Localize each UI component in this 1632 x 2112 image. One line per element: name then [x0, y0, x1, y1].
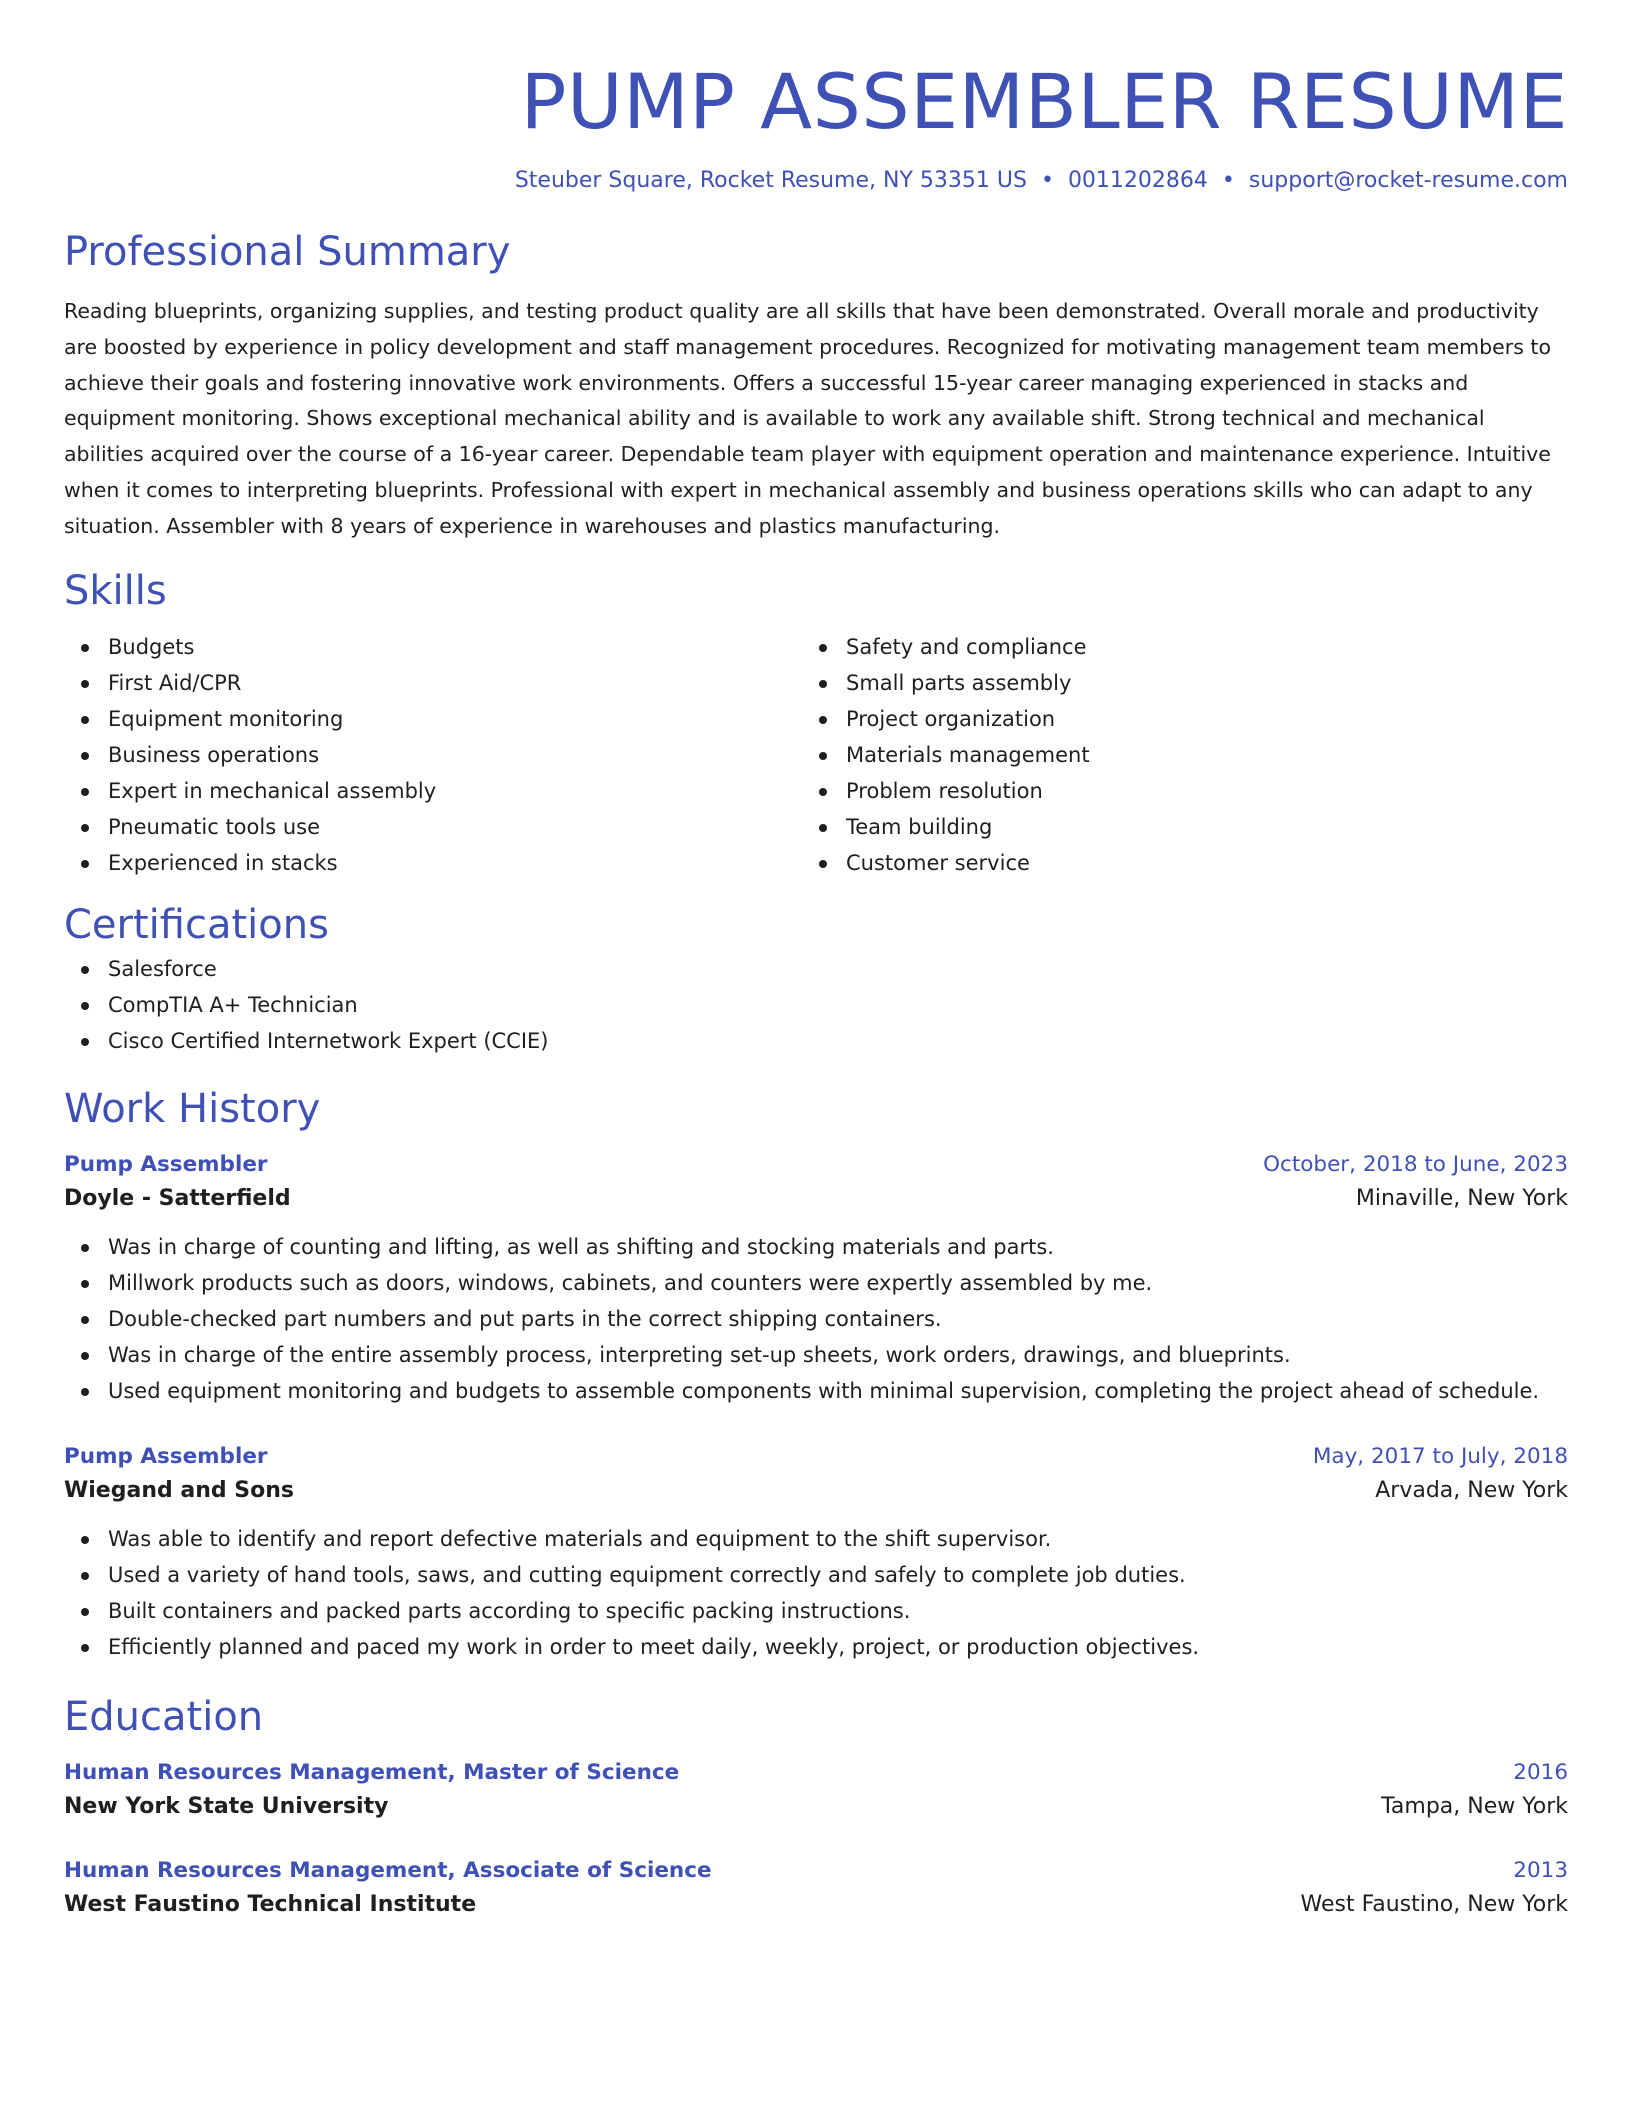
education-heading: Education: [64, 1693, 264, 1740]
skills-heading: Skills: [64, 567, 167, 614]
contact-separator: •: [1221, 168, 1235, 193]
education-year: 2013: [1513, 1857, 1568, 1883]
job-company: Wiegand and Sons: [64, 1477, 295, 1503]
resume-title: PUMP ASSEMBLER RESUME: [520, 57, 1568, 146]
job-entry: [64, 1149, 1568, 1409]
job-duty-item: Was in charge of counting and lifting, as well as shifting and stocking materials and parts.: [64, 1229, 1568, 1265]
education-school: New York State University: [64, 1793, 389, 1819]
job-duty-item: Efficiently planned and paced my work in order to meet daily, weekly, project, or production objectives.: [64, 1629, 1568, 1665]
job-header-row: [64, 1149, 1568, 1181]
education-header-row: [64, 1855, 1568, 1887]
job-duties-list: [64, 1229, 1568, 1409]
skill-item: Materials management: [802, 737, 1540, 773]
job-duty-item: Was in charge of the entire assembly process, interpreting set-up sheets, work orders, drawings, and blueprints.: [64, 1337, 1568, 1373]
job-company: Doyle - Satterfield: [64, 1185, 291, 1211]
skills-list-left: [64, 629, 802, 881]
job-title: Pump Assembler: [64, 1443, 268, 1469]
contact-line: [64, 166, 1568, 196]
work-history-heading: Work History: [64, 1085, 321, 1132]
job-duty-item: Millwork products such as doors, windows, cabinets, and counters were expertly assembled by me.: [64, 1265, 1568, 1301]
skill-item: Experienced in stacks: [64, 845, 802, 881]
skill-item: Problem resolution: [802, 773, 1540, 809]
job-duty-item: Built containers and packed parts according to specific packing instructions.: [64, 1593, 1568, 1629]
education-location: Tampa, New York: [1381, 1793, 1568, 1819]
skill-item: Team building: [802, 809, 1540, 845]
skill-item: Expert in mechanical assembly: [64, 773, 802, 809]
job-entry: [64, 1441, 1568, 1665]
job-company-row: [64, 1473, 1568, 1509]
skill-item: First Aid/CPR: [64, 665, 802, 701]
job-duty-item: Used a variety of hand tools, saws, and cutting equipment correctly and safely to complete job duties.: [64, 1557, 1568, 1593]
skill-item: Project organization: [802, 701, 1540, 737]
certification-item: CompTIA A+ Technician: [64, 987, 1568, 1023]
job-company-row: [64, 1181, 1568, 1217]
summary-heading: Professional Summary: [64, 229, 511, 275]
job-location: Arvada, New York: [1375, 1477, 1568, 1503]
contact-email[interactable]: support@rocket-resume.com: [1248, 168, 1568, 193]
job-dates: May, 2017 to July, 2018: [1312, 1443, 1568, 1469]
education-year: 2016: [1513, 1759, 1568, 1785]
skill-item: Equipment monitoring: [64, 701, 802, 737]
job-header-row: [64, 1441, 1568, 1473]
education-entry: [64, 1855, 1568, 1923]
contact-address: Steuber Square, Rocket Resume, NY 53351 US: [514, 168, 1027, 193]
certifications-list: [64, 951, 1568, 1059]
skill-item: Customer service: [802, 845, 1540, 881]
education-degree: Human Resources Management, Associate of Science: [64, 1857, 712, 1883]
education-header-row: [64, 1757, 1568, 1789]
skill-item: Pneumatic tools use: [64, 809, 802, 845]
summary-text: Reading blueprints, organizing supplies, and testing product quality are all skills that have been demonstrated. Overall morale and productivity are boosted by experience in policy development and staff management procedures. Recognized for motivating management team members to achieve their goals and fostering innovative work environments. Offers a successful 15-year career managing experienced in stacks and equipment monitoring. Shows exceptional mechanical ability and is available to work any available shift. Strong technical and mechanical abilities acquired over the course of a 16-year career. Dependable team player with equipment operation and maintenance experience. Intuitive when it comes to interpreting blueprints. Professional with expert in mechanical assembly and business operations skills who can adapt to any situation. Assembler with 8 years of experience in warehouses and plastics manufacturing.: [64, 299, 1551, 538]
skill-item: Business operations: [64, 737, 802, 773]
skills-list-right: [802, 629, 1540, 881]
job-location: Minaville, New York: [1355, 1185, 1568, 1211]
job-duties-list: [64, 1521, 1568, 1665]
skills-column-left: [64, 629, 802, 881]
skills-grid: [64, 629, 1568, 881]
job-duty-item: Was able to identify and report defective materials and equipment to the shift supervisor.: [64, 1521, 1568, 1557]
skill-item: Budgets: [64, 629, 802, 665]
contact-separator: •: [1040, 168, 1054, 193]
education-school-row: [64, 1887, 1568, 1923]
skill-item: Safety and compliance: [802, 629, 1540, 665]
job-duty-item: Used equipment monitoring and budgets to assemble components with minimal supervision, completing the project ahead of schedule.: [64, 1373, 1568, 1409]
education-school-row: [64, 1789, 1568, 1825]
contact-phone[interactable]: 0011202864: [1067, 168, 1208, 193]
education-entry: [64, 1757, 1568, 1825]
certifications-heading: Certifications: [64, 901, 329, 948]
education-location: West Faustino, New York: [1300, 1891, 1568, 1917]
job-duty-item: Double-checked part numbers and put parts in the correct shipping containers.: [64, 1301, 1568, 1337]
skills-column-right: [802, 629, 1540, 881]
job-title: Pump Assembler: [64, 1151, 268, 1177]
education-school: West Faustino Technical Institute: [64, 1891, 477, 1917]
job-dates: October, 2018 to June, 2023: [1263, 1151, 1568, 1177]
skill-item: Small parts assembly: [802, 665, 1540, 701]
certification-item: Salesforce: [64, 951, 1568, 987]
certification-item: Cisco Certified Internetwork Expert (CCIE): [64, 1023, 1568, 1059]
education-degree: Human Resources Management, Master of Science: [64, 1759, 680, 1785]
